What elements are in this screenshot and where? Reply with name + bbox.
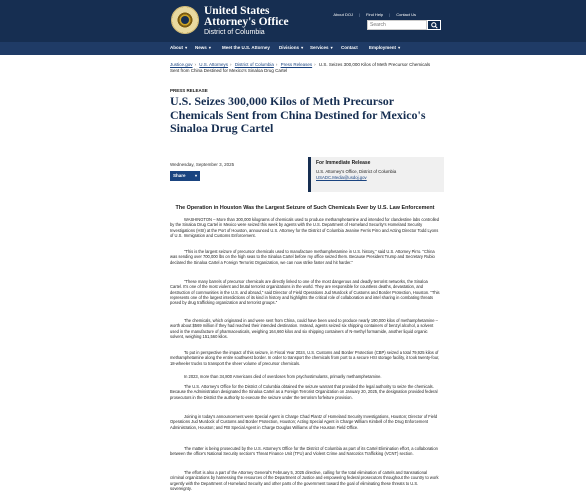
article-paragraph: Joining in today's announcement were Special Agent in Charge Chad Plantz of Homeland Security Investigations, Houston; Director of Field Operations Jud Murdock of Customs and Border Protection, Houston; Acting Special Agent in Charge William Kimbell of the Drug Enforcement Administration, Houston; and FBI Special Agent in Charge Douglas Williams of the Houston Field Office. bbox=[170, 414, 438, 430]
article-paragraph: The matter is being prosecuted by the U.S. Attorney's Office for the District of Columbia as part of its Cartel Elimination effort, a collaboration between the office's National Security section's Threat Finance Unit (TFU) and Violent Crime and Narcotics Trafficking (VCNT) section. bbox=[170, 446, 438, 457]
utility-links: About DOJ | Find Help | Contact Us bbox=[333, 12, 416, 17]
breadcrumb-current: U.S. Seizes 300,000 Kilos of Meth Precursor Chemicals Sent from China Destined for Mexico's Sinaloa Drug Cartel bbox=[170, 62, 431, 73]
nav-item-services[interactable]: Services ▾ bbox=[310, 45, 333, 50]
main-nav bbox=[0, 42, 586, 55]
agency-line-3: District of Columbia bbox=[204, 29, 265, 36]
nav-item-meet-us-attorney[interactable]: Meet the U.S. Attorney bbox=[222, 45, 270, 50]
agency-line-2: Attorney's Office bbox=[204, 16, 289, 28]
breadcrumb-justice-gov[interactable]: Justice.gov bbox=[170, 62, 193, 67]
page-title: U.S. Seizes 300,000 Kilos of Meth Precursor Chemicals Sent from China Destined for Mexico's Sinaloa Drug Cartel bbox=[170, 94, 426, 135]
nav-item-contact[interactable]: Contact bbox=[341, 45, 358, 50]
contact-box bbox=[308, 157, 444, 192]
chevron-down-icon: ▾ bbox=[184, 45, 188, 50]
article-subtitle: The Operation in Houston Was the Largest Seizure of Such Chemicals Ever by U.S. Law Enforcement bbox=[175, 205, 435, 211]
breadcrumb-press-releases[interactable]: Press Releases bbox=[280, 62, 313, 67]
chevron-down-icon: ▾ bbox=[207, 45, 211, 50]
chevron-down-icon: ▾ bbox=[329, 45, 333, 50]
agency-name[interactable] bbox=[204, 6, 289, 37]
article-paragraph: WASHINGTON – More than 300,000 kilograms of chemicals used to produce methamphetamine and intended for clandestine labs controlled by the Sinaloa Drug Cartel in Mexico were seized this week by agents with the U.S. Department of Homeland Security's Homeland Security Investigations (HSI) at the Port of Houston, announced U.S. Attorney for the District of Columbia Jeanine Ferris Pirro and Acting Director Todd Lyons of U.S. Immigration and Customs Enforcement. bbox=[170, 217, 440, 238]
find-help-link[interactable]: Find Help bbox=[366, 12, 384, 17]
share-button[interactable]: Share ▾ bbox=[170, 171, 200, 181]
breadcrumb-district-of-columbia[interactable]: District of Columbia bbox=[234, 62, 274, 67]
search-icon bbox=[431, 22, 438, 29]
article-paragraph: "This is the largest seizure of precursor chemicals used to manufacture methamphetamine in U.S. history," said U.S. Attorney Pirro. "China was sending over 700,000 lbs on the high seas to the Sinaloa Cartel before my office seized them. Because President Trump and Secretary Rubio declared the Sinaloa Cartel a Foreign Terrorist Organization, we can now strike faster and hit harder." bbox=[170, 249, 435, 265]
article-paragraph: "These many barrels of precursor chemicals are directly linked to one of the most dangerous and deadly terrorist networks, the Sinaloa Cartel. It's one of the most violent and brutal terrorist organizations in the world. They are responsible for countless deaths, devastation, and destruction of communities in the U.S. and abroad," said Director of Field Operations Jud Murdock of Customs and Border Protection, Houston. "This represents one of the largest interdictions of its kind in history and highlights the critical role of collaboration and intel sharing in combating threats posed by drug trafficking organization and terrorist groups." bbox=[170, 279, 440, 306]
chevron-down-icon: ▾ bbox=[300, 45, 304, 50]
site-header bbox=[0, 0, 586, 42]
search-input[interactable]: Search bbox=[367, 20, 427, 30]
breadcrumb-us-attorneys[interactable]: U.S. Attorneys bbox=[199, 62, 229, 67]
breadcrumb: Justice.gov › U.S. Attorneys › District of Columbia › Press Releases › U.S. Seizes 300,000 Kilos of Meth Precursor Chemicals Sent from China Destined for Mexico's Sinaloa Drug Cartel bbox=[170, 62, 431, 73]
nav-item-news[interactable]: News ▾ bbox=[195, 45, 211, 50]
article-paragraph: The chemicals, which originated in and were sent from China, could have been used to produce nearly 190,000 kilos of methamphetamine – worth about $569 million if they had reached their intended destination. Instead, agents seized six shipping containers of benzyl alcohol, a solvent used in the manufacture of pharmaceuticals, weighing 164,660 kilos and six shipping containers of N-methyl formamide, another liquid organic solvent, weighing 151,560 kilos. bbox=[170, 318, 438, 339]
search-button[interactable] bbox=[427, 20, 441, 30]
article-paragraph: The U.S. Attorney's Office for the District of Columbia obtained the seizure warrant that provided the legal authority to seize the chemicals. Because the Administration designated the Sinaloa Cartel as a Foreign Terrorist Organization on January 20, 2025, the designation provided federal prosecutors in the District the authority to execute the seizure under the terrorism forfeiture provision. bbox=[170, 384, 438, 400]
contact-office: U.S. Attorney's Office, District of Columbia bbox=[316, 169, 397, 174]
doj-seal-icon[interactable] bbox=[171, 6, 199, 34]
contact-us-link[interactable]: Contact Us bbox=[396, 12, 416, 17]
chevron-down-icon: ▾ bbox=[397, 45, 401, 50]
article-paragraph: The effort is also a part of the Attorney General's February 5, 2025 directive, calling for the total elimination of cartels and transnational criminal organizations by harnessing the resources of the Department of Justice and empowering federal prosecutors throughout the country to work urgently with the Department of Homeland Security and other parts of the government toward the goal of eliminating these threats to U.S. sovereignty. bbox=[170, 470, 439, 491]
article-paragraph: To put in perspective the impact of this seizure, in Fiscal Year 2024, U.S. Customs and Border Protection (CBP) seized a total 79,925 kilos of methamphetamine along the entire southwest border. In order to transport the chemicals from port to a secure HSI storage facility, it took twenty-four, 18-wheeler trucks to transport the sheer volume of precursor chemicals. bbox=[170, 350, 440, 366]
nav-item-divisions[interactable]: Divisions ▾ bbox=[279, 45, 304, 50]
article-paragraph: In 2023, more than 34,800 Americans died of overdoses from psychostimulants, primarily methamphetamine. bbox=[184, 374, 382, 379]
nav-item-about[interactable]: About ▾ bbox=[170, 45, 188, 50]
about-doj-link[interactable]: About DOJ bbox=[333, 12, 353, 17]
contact-heading: For Immediate Release bbox=[316, 160, 371, 166]
chevron-down-icon: ▾ bbox=[194, 173, 197, 178]
press-release-label: PRESS RELEASE bbox=[170, 88, 208, 93]
nav-item-employment[interactable]: Employment ▾ bbox=[369, 45, 401, 50]
agency-line-1: United States bbox=[204, 5, 270, 17]
publish-date: Wednesday, September 3, 2025 bbox=[170, 162, 235, 167]
contact-email-link[interactable]: USADC.Media@usdoj.gov bbox=[316, 174, 367, 180]
